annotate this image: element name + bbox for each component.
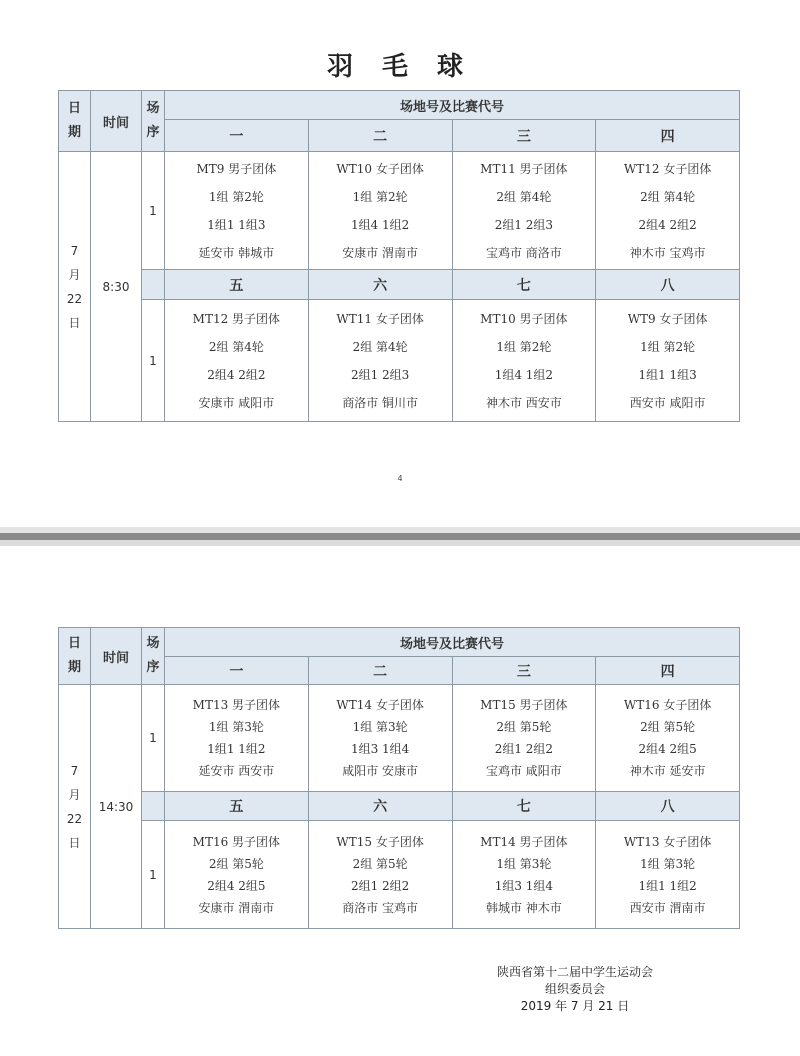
text-line: 2组 第5轮 — [496, 720, 552, 734]
text-line: 22 — [66, 811, 83, 826]
text-line: 宝鸡市 咸阳市 — [485, 764, 562, 778]
text-line: 1组 第3轮 — [496, 856, 552, 871]
text-line: 2组 第4轮 — [208, 339, 264, 354]
text-line: 2组 第5轮 — [352, 856, 408, 871]
venue-label: 七 — [452, 792, 596, 821]
page-gap-shade — [0, 540, 800, 546]
time-header: 时间 — [91, 91, 142, 152]
match-cell — [165, 152, 309, 270]
venue-label: 五 — [165, 792, 309, 821]
text-line: 1组 第3轮 — [640, 856, 696, 871]
text-line: MT11 男子团体 — [480, 161, 568, 176]
date-header — [59, 628, 91, 685]
text-line: 西安市 渭南市 — [629, 900, 706, 915]
match-cell — [596, 821, 740, 929]
text-line: 宝鸡市 商洛市 — [485, 245, 562, 260]
text-line: MT9 男子团体 — [196, 161, 277, 176]
text-line: WT13 女子团体 — [623, 834, 712, 849]
text-line: WT15 女子团体 — [336, 834, 424, 849]
text-line: 1组 第2轮 — [640, 339, 696, 354]
text-line: 1组1 1组2 — [638, 878, 697, 893]
text-line: 2组 第4轮 — [352, 339, 408, 354]
text-line: 延安市 韩城市 — [198, 245, 275, 260]
match-cell — [165, 300, 309, 422]
match-time: 14:30 — [91, 685, 142, 929]
text-line: 1组3 1组4 — [494, 878, 554, 893]
text-line: 2组1 2组3 — [494, 217, 554, 232]
venue-label: 二 — [308, 657, 452, 685]
match-cell — [165, 821, 309, 929]
text-line: 1组4 1组2 — [494, 367, 554, 382]
organizer-name: 陕西省第十二届中学生运动会 — [496, 965, 653, 979]
text-line: 延安市 西安市 — [198, 764, 275, 778]
text-line: 2组4 2组2 — [207, 367, 266, 382]
venue-label: 六 — [308, 270, 452, 300]
venue-label: 八 — [596, 270, 740, 300]
text-line: 7 — [70, 243, 79, 258]
text-line: 神木市 西安市 — [485, 395, 562, 410]
text-line: WT9 女子团体 — [627, 311, 708, 326]
match-date — [59, 152, 91, 422]
text-line: 安康市 咸阳市 — [198, 395, 275, 410]
text-line: 2组4 2组5 — [638, 742, 697, 756]
text-line: MT15 男子团体 — [480, 698, 568, 712]
match-cell — [452, 152, 596, 270]
issue-date: 2019 年 7 月 21 日 — [520, 999, 630, 1013]
page-separator — [0, 533, 800, 540]
text-line: 2组1 2组2 — [494, 742, 554, 756]
text-line: 韩城市 神木市 — [485, 900, 562, 915]
date-header-char: 日期 — [67, 636, 81, 675]
session-seq: 1 — [142, 821, 165, 929]
text-line: 西安市 咸阳市 — [629, 395, 706, 410]
session-seq: 1 — [142, 300, 165, 422]
date-header — [59, 91, 91, 152]
match-cell — [308, 821, 452, 929]
match-cell — [308, 152, 452, 270]
text-line: 1组 第3轮 — [208, 720, 264, 734]
text-line: 1组 第2轮 — [208, 189, 264, 204]
text-line: 2组1 2组2 — [350, 878, 410, 893]
seq-header — [142, 91, 165, 152]
text-line: WT16 女子团体 — [623, 698, 712, 712]
text-line: 2组4 2组5 — [207, 878, 266, 893]
text-line: 日 — [68, 315, 81, 330]
text-line: WT14 女子团体 — [336, 698, 424, 712]
schedule-table-afternoon — [58, 627, 740, 929]
session-seq: 1 — [142, 685, 165, 792]
date-header-char: 日期 — [67, 101, 81, 140]
match-cell — [596, 300, 740, 422]
venue-row-spacer — [142, 792, 165, 821]
text-line: 1组 第2轮 — [496, 339, 552, 354]
page-number: 4 — [397, 474, 403, 483]
text-line: 1组4 1组2 — [350, 217, 410, 232]
text-line: 商洛市 铜川市 — [342, 395, 419, 410]
time-header: 时间 — [91, 628, 142, 685]
venue-title-header: 场地号及比赛代号 — [165, 628, 740, 657]
text-line: MT10 男子团体 — [480, 311, 568, 326]
venue-title-header: 场地号及比赛代号 — [165, 91, 740, 120]
seq-header-char: 场序 — [146, 101, 160, 140]
text-line: 日 — [68, 835, 81, 850]
match-date — [59, 685, 91, 929]
venue-label: 八 — [596, 792, 740, 821]
text-line: 2组 第4轮 — [640, 189, 696, 204]
organizer-committee: 组织委员会 — [544, 982, 605, 996]
match-cell — [452, 685, 596, 792]
match-cell — [165, 685, 309, 792]
text-line: 月 — [68, 267, 81, 282]
seq-header-char: 场序 — [146, 636, 160, 675]
venue-label: 四 — [596, 120, 740, 152]
text-line: WT12 女子团体 — [623, 161, 712, 176]
text-line: 1组 第3轮 — [352, 720, 408, 734]
venue-label: 一 — [165, 657, 309, 685]
text-line: 1组3 1组4 — [350, 742, 410, 756]
match-cell — [452, 821, 596, 929]
text-line: MT16 男子团体 — [192, 834, 281, 849]
text-line: 2组 第5轮 — [208, 856, 264, 871]
venue-label: 七 — [452, 270, 596, 300]
match-time: 8:30 — [91, 152, 142, 422]
text-line: 神木市 延安市 — [629, 764, 706, 778]
venue-label: 三 — [452, 657, 596, 685]
text-line: 2组4 2组2 — [638, 217, 697, 232]
text-line: WT10 女子团体 — [336, 161, 424, 176]
text-line: 安康市 渭南市 — [342, 245, 419, 260]
text-line: WT11 女子团体 — [336, 311, 424, 326]
text-line: 22 — [66, 291, 83, 306]
text-line: 1组1 1组3 — [207, 217, 266, 232]
text-line: MT12 男子团体 — [192, 311, 281, 326]
venue-label: 六 — [308, 792, 452, 821]
text-line: 1组 第2轮 — [352, 189, 408, 204]
venue-label: 二 — [308, 120, 452, 152]
match-cell — [308, 300, 452, 422]
seq-header — [142, 628, 165, 685]
text-line: 2组 第4轮 — [496, 189, 552, 204]
venue-label: 三 — [452, 120, 596, 152]
venue-row-spacer — [142, 270, 165, 300]
text-line: 7 — [70, 763, 79, 778]
page-title: 羽 毛 球 — [326, 52, 474, 82]
text-line: 神木市 宝鸡市 — [629, 245, 706, 260]
text-line: 咸阳市 安康市 — [342, 764, 419, 778]
text-line: MT14 男子团体 — [480, 834, 568, 849]
venue-label: 五 — [165, 270, 309, 300]
match-cell — [308, 685, 452, 792]
text-line: 月 — [68, 787, 81, 802]
match-cell — [596, 685, 740, 792]
text-line: 商洛市 宝鸡市 — [342, 900, 419, 915]
text-line: 1组1 1组2 — [207, 742, 266, 756]
text-line: 2组1 2组3 — [350, 367, 410, 382]
session-seq: 1 — [142, 152, 165, 270]
venue-label: 一 — [165, 120, 309, 152]
venue-label: 四 — [596, 657, 740, 685]
match-cell — [596, 152, 740, 270]
signature-block — [455, 964, 695, 1015]
schedule-table-morning — [58, 90, 740, 422]
text-line: 1组1 1组3 — [638, 367, 697, 382]
text-line: MT13 男子团体 — [192, 698, 281, 712]
text-line: 安康市 渭南市 — [198, 900, 275, 915]
match-cell — [452, 300, 596, 422]
text-line: 2组 第5轮 — [640, 720, 696, 734]
